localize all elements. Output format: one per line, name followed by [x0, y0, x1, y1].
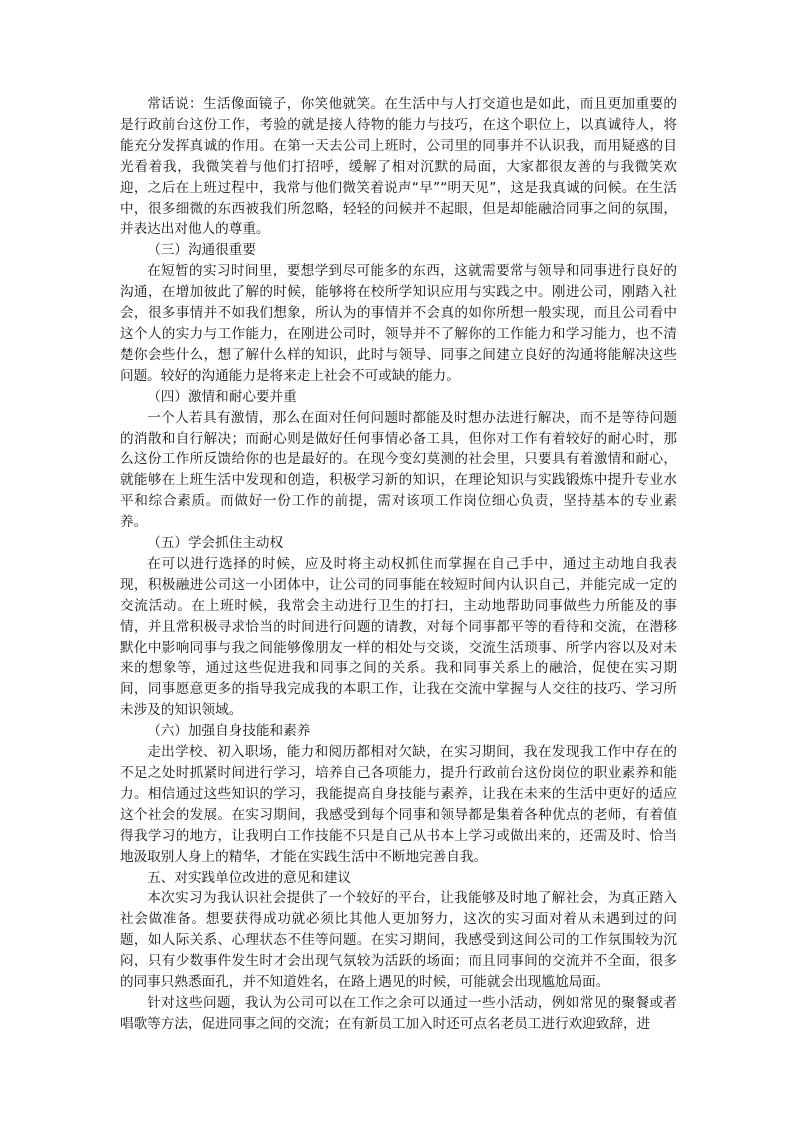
section-heading-suggestions: 五、对实践单位改进的意见和建议	[147, 869, 352, 886]
paragraph-skills: 走出学校、初入职场，能力和阅历都相对欠缺，在实习期间，我在发现我工作中存在的不足之处时抓紧时间进行学习，培养自己各项能力，提升行政前台这份岗位的职业素养和能力。相信通过这些知识的学习，我能提高自身技能与素养，让我在未来的生活中更好的适应这个社会的发展。在实习期间，我感受到每个同事和领导都是集着各种优点的老师，有着值得我学习的地方，让我明白工作技能不只是自己从书本上学习或做出来的，还需及时、恰当地汲取别人身上的精华，才能在实践生活中不断地完善自我。	[120, 744, 677, 865]
paragraph-passion-patience: 一个人若具有激情，那么在面对任何问题时都能及时想办法进行解决，而不是等待问题的消散和自行解决；而耐心则是做好任何事情必备工具，但你对工作有着较好的耐心时，那么这份工作所反馈给你的也是最好的。在现今变幻莫测的社会里，只要具有着激情和耐心，就能够在上班生活中发现和创造，积极学习新的知识，在理论知识与实践锻炼中提升专业水平和综合素质。而做好一份工作的前提，需对该项工作岗位细心负责，坚持基本的专业素养。	[120, 409, 677, 531]
section-heading-communication: （三）沟通很重要	[147, 242, 256, 259]
section-heading-passion-patience: （四）激情和耐心要并重	[147, 388, 297, 405]
paragraph-initiative: 在可以进行选择的时候，应及时将主动权抓住而掌握在自己手中，通过主动地自我表现，积极融进公司这一小团体中，让公司的同事能在较短时间内认识自己，并能完成一定的交流活动。在上班时候，我常会主动进行卫生的打扫，主动地帮助同事做些力所能及的事情，并且常积极寻求恰当的时间进行问题的请教，对每个同事都平等的看待和交流，在潜移默化中影响同事与我之间能够像朋友一样的相处与交谈，交流生活琐事、所学内容以及对未来的想象等，通过这些促进我和同事之间的关系。我和同事关系上的融洽，促使在实习期间，同事愿意更多的指导我完成我的本职工作，让我在交流中掌握与人交往的技巧、学习所未涉及的知识领域。	[120, 555, 677, 719]
paragraph-communication: 在短暂的实习时间里，要想学到尽可能多的东西，这就需要常与领导和同事进行良好的沟通，在增加彼此了解的时候，能够将在校所学知识应用与实践之中。刚进公司，刚踏入社会，很多事情并不如我们想象，所认为的事情并不会真的如你所想一般实现，而且公司看中这个人的实力与工作能力，在刚进公司时，领导并不了解你的工作能力和学习能力，也不清楚你会些什么，想了解什么样的知识，此时与领导、同事之间建立良好的沟通将能解决这些问题。较好的沟通能力是将来走上社会不可或缺的能力。	[120, 263, 677, 384]
section-heading-skills: （六）加强自身技能和素养	[147, 723, 311, 740]
section-heading-initiative: （五）学会抓住主动权	[147, 535, 284, 552]
paragraph-smile-sincerity: 常话说：生活像面镜子，你笑他就笑。在生活中与人打交道也是如此，而且更加重要的是行政前台这份工作，考验的就是接人待物的能力与技巧，在这个职位上，以真诚待人，将能充分发挥真诚的作用。在第一天去公司上班时，公司里的同事并不认识我，而用疑惑的目光看着我，我微笑着与他们打招呼，缓解了相对沉默的局面，大家都很友善的与我微笑欢迎，之后在上班过程中，我常与他们微笑着说声“早”“明天见”，这是我真诚的问候。在生活中，很多细微的东西被我们所忽略，轻轻的问候并不起眼，但是却能融洽同事之间的氛围，并表达出对他人的尊重。	[120, 96, 677, 238]
paragraph-suggestions-1: 本次实习为我认识社会提供了一个较好的平台，让我能够及时地了解社会，为真正踏入社会做准备。想要获得成功就必须比其他人更加努力，这次的实习面对着从未遇到过的问题，如人际关系、心理状态不佳等问题。在实习期间，我感受到这间公司的工作氛围较为沉闷，只有少数事件发生时才会出现气氛较为活跃的场面；而且同事间的交流并不全面，很多的同事只熟悉面孔，并不知道姓名，在路上遇见的时候，可能就会出现尴尬局面。	[120, 890, 677, 991]
document-page	[120, 94, 677, 1035]
paragraph-suggestions-2: 针对这些问题，我认为公司可以在工作之余可以通过一些小活动，例如常见的聚餐或者唱歌等方法，促进同事之间的交流；在有新员工加入时还可点名老员工进行欢迎致辞，进	[120, 994, 677, 1032]
